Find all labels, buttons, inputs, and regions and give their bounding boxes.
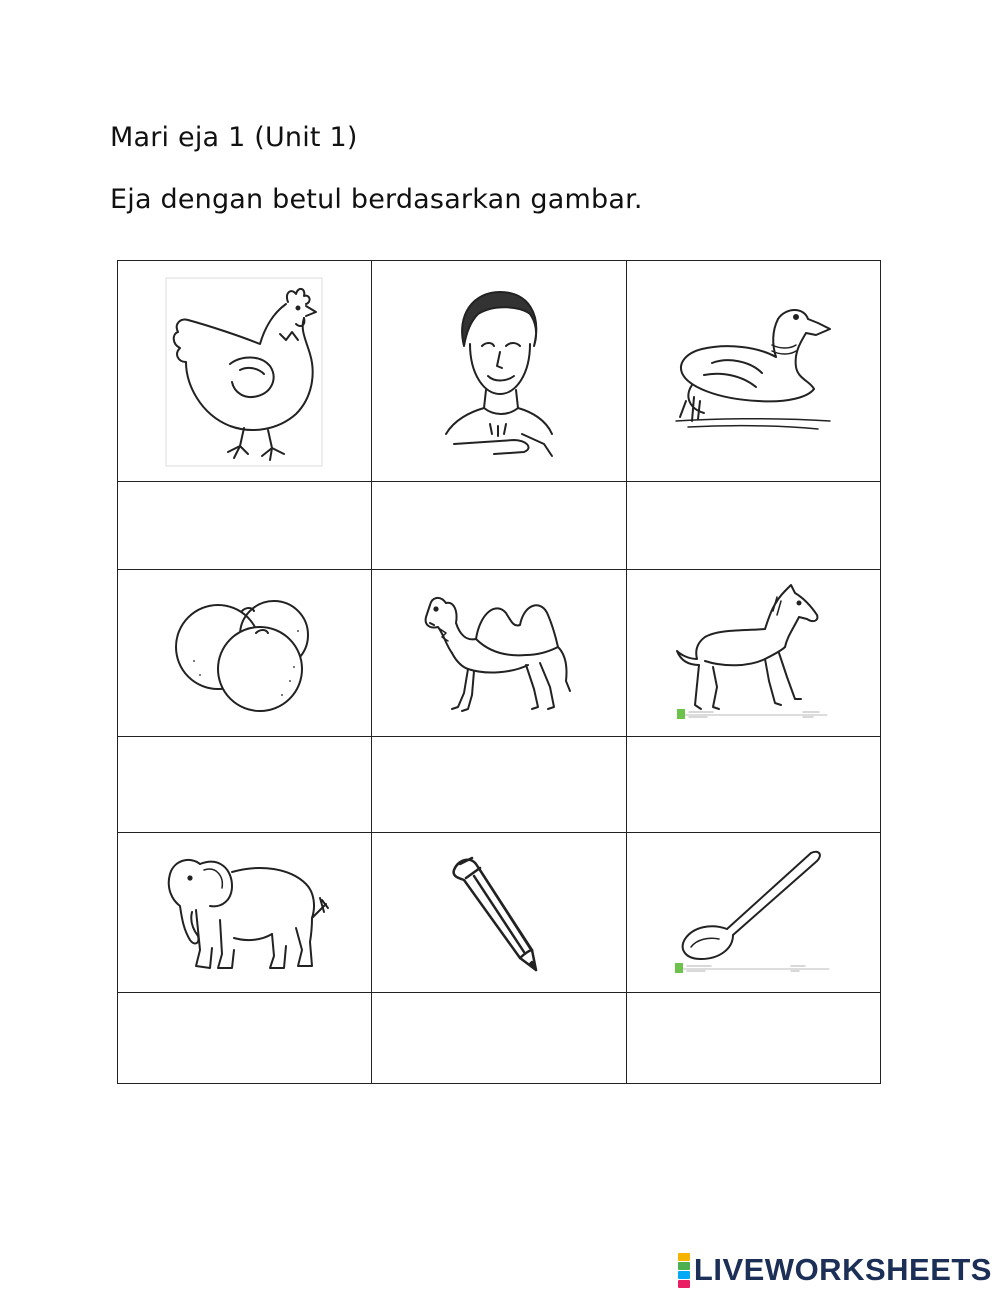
answer-cell[interactable]: [626, 993, 880, 1084]
picture-row: [118, 261, 881, 482]
worksheet-title: Mari eja 1 (Unit 1): [110, 122, 358, 153]
picture-cell: [118, 833, 372, 993]
answer-input-duck[interactable]: [627, 482, 880, 569]
answer-row: [118, 737, 881, 833]
picture-row: [118, 833, 881, 993]
elephant-icon: [160, 850, 330, 975]
answer-input-woman[interactable]: [372, 482, 625, 569]
oranges-icon: [170, 591, 320, 716]
answer-input-horse[interactable]: [627, 737, 880, 832]
horse-icon: [673, 581, 833, 726]
camel-icon: [416, 583, 581, 723]
logo-block: [678, 1262, 690, 1270]
picture-cell: [626, 570, 880, 737]
answer-row: [118, 482, 881, 570]
picture-cell: [118, 570, 372, 737]
woman-icon: [434, 284, 564, 459]
spoon-icon: [671, 845, 836, 980]
logo-block: [678, 1271, 690, 1279]
answer-cell[interactable]: [372, 993, 626, 1084]
answer-cell[interactable]: [372, 482, 626, 570]
picture-cell: [626, 833, 880, 993]
answer-input-elephant[interactable]: [118, 993, 371, 1083]
answer-cell[interactable]: [118, 993, 372, 1084]
answer-cell[interactable]: [118, 737, 372, 833]
picture-cell: [372, 570, 626, 737]
picture-cell: [372, 261, 626, 482]
logo-block: [678, 1253, 690, 1261]
logo-block: [678, 1280, 690, 1288]
worksheet-instruction: Eja dengan betul berdasarkan gambar.: [110, 184, 643, 215]
pencil-icon: [444, 850, 554, 975]
answer-input-camel[interactable]: [372, 737, 625, 832]
answer-input-spoon[interactable]: [627, 993, 880, 1083]
picture-cell: [118, 261, 372, 482]
brand-name: LIVEWORKSHEETS: [693, 1252, 992, 1287]
liveworksheets-brand[interactable]: [678, 1252, 992, 1288]
hen-icon: [160, 274, 330, 469]
spelling-grid: [117, 260, 881, 1084]
picture-cell: [626, 261, 880, 482]
liveworksheets-logo-icon: [678, 1253, 690, 1288]
picture-cell: [372, 833, 626, 993]
answer-cell[interactable]: [626, 737, 880, 833]
answer-cell[interactable]: [372, 737, 626, 833]
answer-input-pencil[interactable]: [372, 993, 625, 1083]
picture-row: [118, 570, 881, 737]
duck-icon: [668, 301, 838, 441]
answer-input-hen[interactable]: [118, 482, 371, 569]
answer-cell[interactable]: [626, 482, 880, 570]
answer-input-oranges[interactable]: [118, 737, 371, 832]
answer-cell[interactable]: [118, 482, 372, 570]
answer-row: [118, 993, 881, 1084]
